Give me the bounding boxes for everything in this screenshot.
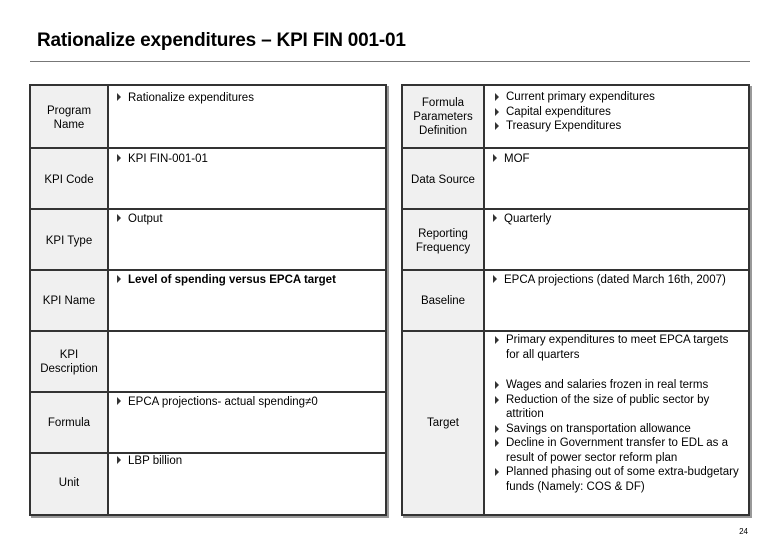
bullet-arrow-icon <box>495 381 499 389</box>
row-divider <box>31 391 385 393</box>
bullet-arrow-icon <box>495 122 499 130</box>
list-item: Decline in Government transfer to EDL as a result of power sector reform plan <box>493 436 743 465</box>
bullet-arrow-icon <box>495 439 499 447</box>
bullet-arrow-icon <box>117 154 121 162</box>
unit-label: Unit <box>58 477 80 489</box>
formula-label: Formula <box>47 417 91 429</box>
page-title: Rationalize expenditures – KPI FIN 001-01 <box>37 30 406 51</box>
title-divider <box>30 61 750 62</box>
bullet-arrow-icon <box>117 397 121 405</box>
bullet-arrow-icon <box>117 456 121 464</box>
target-label: Target <box>427 417 459 429</box>
bullet-arrow-icon <box>493 154 497 162</box>
kpi-description-label: KPI Description <box>40 349 98 375</box>
bullet-arrow-icon <box>495 425 499 433</box>
list-item: Current primary expenditures <box>493 90 655 105</box>
bullet-arrow-icon <box>117 93 121 101</box>
list-item: Wages and salaries frozen in real terms <box>493 378 743 393</box>
kpi-left-table <box>29 84 387 516</box>
kpi-code-label: KPI Code <box>44 174 94 186</box>
kpi-type-label: KPI Type <box>45 235 93 247</box>
data-source-label: Data Source <box>411 174 475 186</box>
list-item: Savings on transportation allowance <box>493 422 743 437</box>
unit-value: LBP billion <box>117 454 182 469</box>
kpi-right-table <box>401 84 750 516</box>
row-divider <box>403 147 748 149</box>
list-item: Primary expenditures to meet EPCA targets for all quarters <box>493 333 743 362</box>
row-divider <box>31 147 385 149</box>
list-item: Treasury Expenditures <box>493 119 655 134</box>
formula-params-list <box>493 90 655 134</box>
row-divider <box>31 208 385 210</box>
reporting-frequency-value: Quarterly <box>493 212 551 227</box>
row-divider <box>31 452 385 454</box>
formula-params-label: Formula Parameters Definition <box>413 97 473 137</box>
kpi-type-value: Output <box>117 212 163 227</box>
data-source-value: MOF <box>493 152 530 167</box>
kpi-name-label: KPI Name <box>42 295 96 307</box>
bullet-arrow-icon <box>495 336 499 344</box>
row-divider <box>31 269 385 271</box>
page-number: 24 <box>739 527 748 536</box>
row-divider <box>403 330 748 332</box>
kpi-code-value: KPI FIN-001-01 <box>117 152 208 167</box>
bullet-arrow-icon <box>493 275 497 283</box>
list-item: Reduction of the size of public sector by attrition <box>493 393 743 422</box>
row-divider <box>403 208 748 210</box>
target-list <box>493 333 743 494</box>
bullet-arrow-icon <box>117 214 121 222</box>
bullet-arrow-icon <box>495 396 499 404</box>
list-item: Capital expenditures <box>493 105 655 120</box>
baseline-label: Baseline <box>420 295 466 307</box>
bullet-arrow-icon <box>495 468 499 476</box>
baseline-value: EPCA projections (dated March 16th, 2007) <box>493 273 726 288</box>
bullet-arrow-icon <box>495 93 499 101</box>
list-item: Planned phasing out of some extra-budgetary funds (Namely: COS & DF) <box>493 465 743 494</box>
program-name-value: Rationalize expenditures <box>117 91 254 106</box>
formula-value: EPCA projections- actual spending≠0 <box>117 395 318 410</box>
row-divider <box>31 330 385 332</box>
kpi-name-value: Level of spending versus EPCA target <box>117 273 336 288</box>
bullet-arrow-icon <box>493 214 497 222</box>
reporting-frequency-label: Reporting Frequency <box>415 228 471 254</box>
bullet-arrow-icon <box>495 108 499 116</box>
row-divider <box>403 269 748 271</box>
bullet-arrow-icon <box>117 275 121 283</box>
program-name-label: Program Name <box>46 105 92 131</box>
